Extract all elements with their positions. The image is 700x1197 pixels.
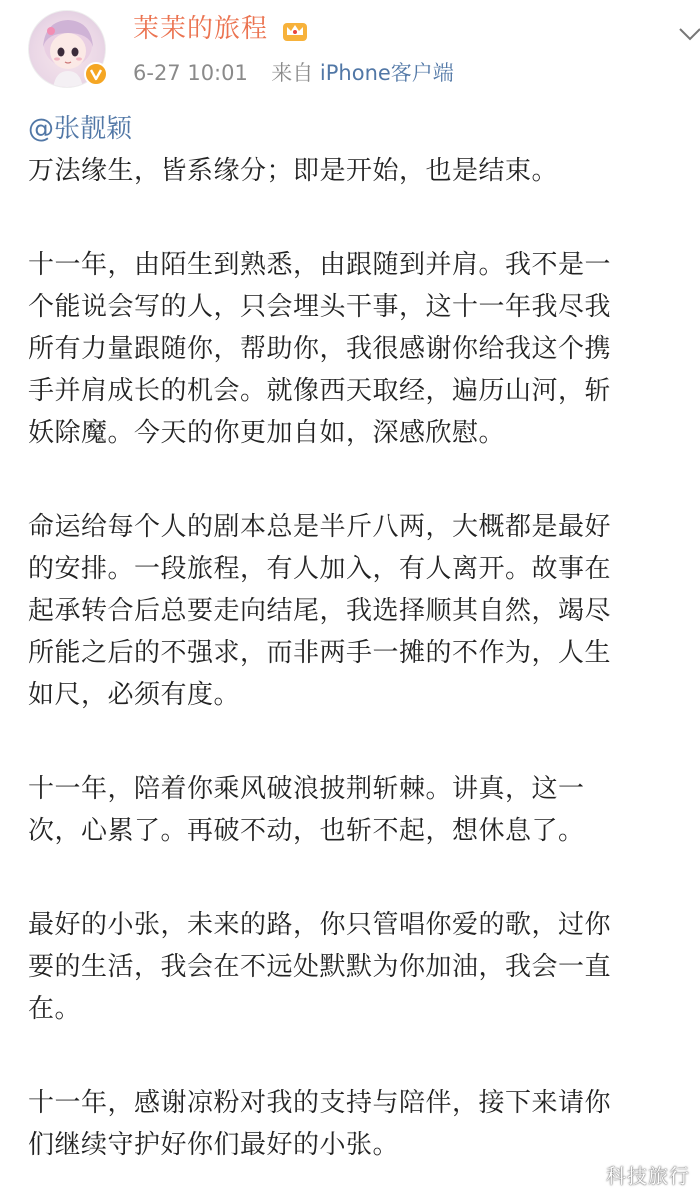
paragraph-gap xyxy=(28,716,698,768)
post-line: 所有力量跟随你，帮助你，我很感谢你给我这个携 xyxy=(28,334,612,364)
avatar[interactable] xyxy=(28,10,106,88)
post-date: 6-27 10:01 xyxy=(133,61,248,85)
post-meta xyxy=(133,58,454,88)
post-line: 十一年，感谢凉粉对我的支持与陪伴，接下来请你 xyxy=(28,1088,612,1118)
chevron-down-icon[interactable] xyxy=(678,22,700,46)
paragraph-gap xyxy=(28,192,698,244)
post-line: 十一年，陪着你乘风破浪披荆斩棘。讲真，这一 xyxy=(28,774,585,804)
watermark: 科技旅行 xyxy=(606,1164,690,1188)
username[interactable]: 茉茉的旅程 xyxy=(133,14,269,44)
paragraph-gap xyxy=(28,454,698,506)
post-line: 所能之后的不强求，而非两手一摊的不作为，人生 xyxy=(28,638,612,668)
post-body xyxy=(28,108,698,1166)
post-line: 的安排。一段旅程，有人加入，有人离开。故事在 xyxy=(28,554,612,584)
source-prefix: 来自 xyxy=(271,61,314,85)
crown-icon[interactable] xyxy=(281,17,309,43)
post-line: 手并肩成长的机会。就像西天取经，遍历山河，斩 xyxy=(28,376,612,406)
post-line: 妖除魔。今天的你更加自如，深感欣慰。 xyxy=(28,418,506,448)
post-line: 十一年，由陌生到熟悉，由跟随到并肩。我不是一 xyxy=(28,250,612,280)
post-line: 万法缘生，皆系缘分；即是开始，也是结束。 xyxy=(28,156,559,186)
verified-badge-icon xyxy=(84,62,108,86)
post-line: 命运给每个人的剧本总是半斤八两，大概都是最好 xyxy=(28,512,612,542)
post-line: 在。 xyxy=(28,994,82,1024)
post-line: 最好的小张，未来的路，你只管唱你爱的歌，过你 xyxy=(28,910,612,940)
mention-link[interactable]: @张靓颖 xyxy=(28,114,133,144)
source-device[interactable]: iPhone客户端 xyxy=(319,61,454,85)
post-line: 次，心累了。再破不动，也斩不起，想休息了。 xyxy=(28,816,585,846)
post-line: 起承转合后总要走向结尾，我选择顺其自然，竭尽 xyxy=(28,596,612,626)
paragraph-gap xyxy=(28,852,698,904)
post-line: 要的生活，我会在不远处默默为你加油，我会一直 xyxy=(28,952,612,982)
post-header xyxy=(0,0,700,100)
post-line: 个能说会写的人，只会埋头干事，这十一年我尽我 xyxy=(28,292,612,322)
post-line: 如尺，必须有度。 xyxy=(28,680,241,710)
paragraph-gap xyxy=(28,1030,698,1082)
post-line: 们继续守护好你们最好的小张。 xyxy=(28,1130,400,1160)
